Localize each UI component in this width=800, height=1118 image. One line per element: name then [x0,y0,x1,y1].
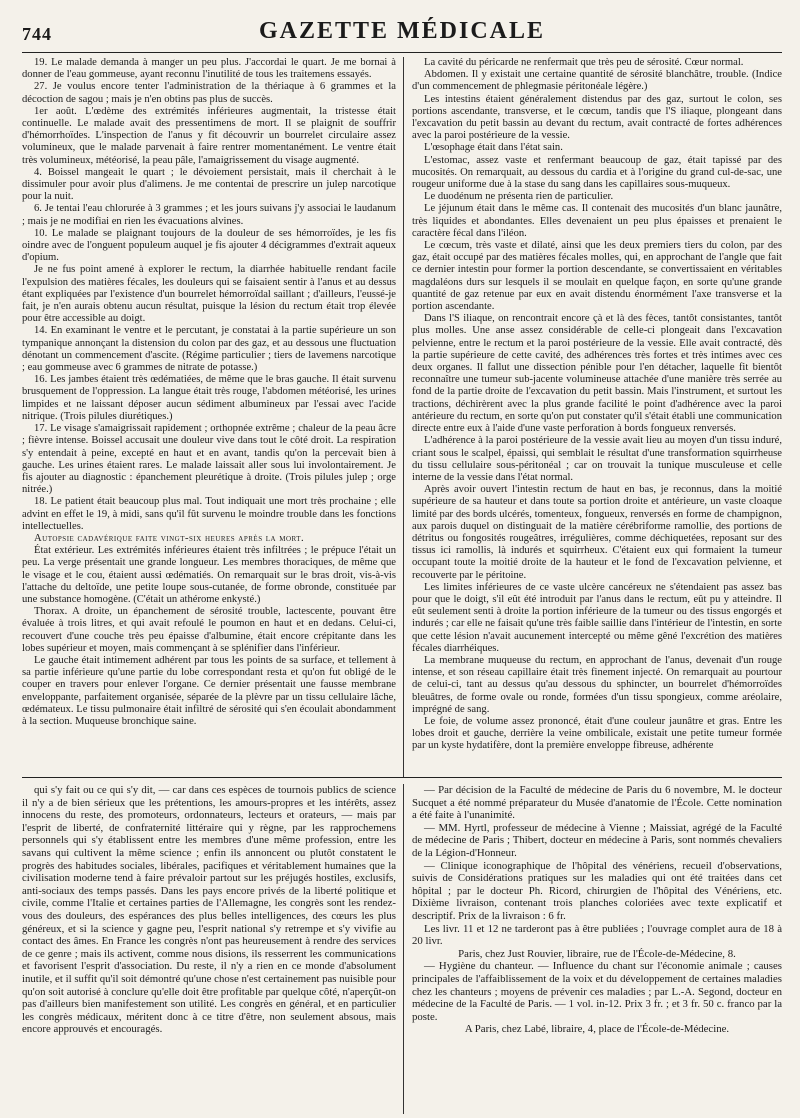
paragraph: La cavité du péricarde ne renfermait que très peu de sérosité. Cœur normal. [424,57,744,68]
journal-title: GAZETTE MÉDICALE [258,18,546,44]
paragraph: 17. Le visage s'amaigrissait rapidement ; orthopnée extrême ; chaleur de la peau âcre ; fièvre intense. Boissel accusait une douleur vive dans tout le côté droit. La respiration s'y entendait à peine, excepté en haut et en avant, tandis qu'on la percevait bien à gauche. Les urines étaient rares. Le malade laissait aller sous lui involontairement. Je fis ajouter au diagnostic : épanchement pleurétique à droite. (Trois pilules julep ; orge nitrée.) [22,423,396,496]
upper-section [22,57,782,778]
paragraph: État extérieur. Les extrémités inférieures étaient très infiltrées ; le prépuce l'était un peu. La verge présentait une grande longueur. Les membres thoraciques, de même que le visage et le cou, étaient aussi œdématiés. On remarquait sur le bras droit, vis-à-vis l'attache du deltoïde, une petite loupe sous-cutanée, de forme obronde, constituée par une substance homogène. (C'était un athérome enkysté.) [22,545,396,605]
paragraph: La membrane muqueuse du rectum, en approchant de l'anus, devenait d'un rouge intense, et son réseau capillaire était très finement injecté. On remarquait au pourtour de celui-ci, tant au dessus qu'au dessous du sphincter, un bourrelet d'hémorroïdes bleuâtres, de forme ovale ou ronde, formées d'un tissu spongieux, comme aréolaire, imprégné de sang. [412,654,782,715]
news-item: — Par décision de la Faculté de médecine de Paris du 6 novembre, M. le docteur Sucquet a été nommé préparateur du Musée d'anatomie de l'École. Cette nomination a été faite à l'unanimité. [412,784,782,822]
news-item: — MM. Hyrtl, professeur de médecine à Vienne ; Maissiat, agrégé de la Faculté de médecine de Paris ; Thibert, docteur en médecine à Paris, sont nommés chevaliers de la Légion-d'Honneur. [412,821,782,859]
paragraph: Le duodénum ne présenta rien de particulier. [424,191,614,203]
page-header [22,14,782,53]
paragraph: Le gauche était intimement adhérent par tous les points de sa surface, et tellement à sa partie inférieure qu'une partie du lobe correspondant resta et qu'on fut obligé de le couper en travers pour enlever l'organe. Ce dernier présentait une fausse membrane enveloppante, parfaitement organisée, séparée de la plèvre par un tissu cellulaire lâche, œdémateux. Le tissu pulmonaire était infiltré de sérosité qui s'en écoulait abondamment à la section. Muqueuse bronchique saine. [22,654,396,727]
lower-section [22,784,782,1114]
paragraph: Thorax. A droite, un épanchement de sérosité trouble, lactescente, pouvant être évaluée à trois litres, et qui avait refoulé le poumon en haut et en dedans. Celui-ci, recouvert d'une couche très peu épaisse d'albumine, était encore crépitante dans les lobes supérieur et moyen, mais commençant à se splénifier dans l'inférieur. [22,606,396,654]
news-column [412,784,782,1114]
paragraph: 16. Les jambes étaient très œdématiées, de même que le bras gauche. Il était survenu brusquement de l'oppression. La langue était très rouge, l'abdomen météorisé, les urines limpides et ne laissant déposer aucun sédiment albumineux par l'essai avec l'acide nitrique. (Trois pilules diurétiques.) [22,374,396,422]
paragraph: 6. Je tentai l'eau chlorurée à 3 grammes ; et les jours suivans j'y associai le laudanum ; mais je ne modifiai en rien les évacuations alvines. [22,203,396,227]
paragraph: 14. En examinant le ventre et le percutant, je constatai à la partie supérieure un son tympanique annonçant la distension du colon par des gaz, et au dessous une fluctuation dénotant un commencement d'ascite. (Régime particulier ; tiers de lavemens narcotique ; eau gommeuse avec 6 grammes de nitrate de potasse.) [22,325,396,374]
page-number: 744 [22,24,52,44]
feuilleton-column [22,784,396,1114]
paragraph: Le foie, de volume assez prononcé, était d'une couleur jaunâtre et gras. Entre les lobes droit et gauche, derrière la veine ombilicale, existait une petite tumeur formée par un kyste hydatifère, dont la première enveloppe fibreuse, adhérente [412,715,782,752]
column-divider [403,784,404,1114]
paragraph: Les intestins étaient généralement distendus par des gaz, surtout le colon, ses portions ascendante, transverse, et le cœcum, tandis que l'S iliaque, plongeant dans l'excavation du petit bassin au devant du rectum, avait contracté de fortes adhérences avec la paroi postérieure de la vessie. [412,93,782,142]
paragraph: Les limites inférieures de ce vaste ulcère cancéreux ne s'étendaient pas assez bas pour que le doigt, s'il eût été introduit par l'anus dans le rectum, eût pu y atteindre. Il eût seulement senti à droite la portion inférieure de la tumeur ou des tissus engorgés et indurés ; car elle ne faisait qu'une très faible saillie dans l'intérieur de l'intestin, en sorte que cette lésion n'avait aucunement intercepté ou même gêné l'excrétion des matières fécales diarrhéiques. [412,581,782,654]
publisher-line: Paris, chez Just Rouvier, libraire, rue de l'École-de-Médecine, 8. [458,947,736,960]
paragraph: Le cœcum, très vaste et dilaté, ainsi que les deux premiers tiers du colon, par des gaz, était occupé par des matières fécales molles, qui, en approchant de l'angle que fait ce dernier intestin pour former la portion descendante, se convertissaient en véritables magdaléons durs sur lesquels il se moulait en quelque façon, en sorte qu'une grande quantité de gaz retenue par eux en avait distendu énormément l'axe transverse et la portion ascendante. [412,240,782,313]
paragraph: qui s'y fait ou ce qui s'y dit, — car dans ces espèces de tournois publics de science il n'y a de bien sérieux que les prétentions, les amours-propres et les intérêts, assez innocens du reste, des promoteurs, ordonnateurs, lecteurs et orateurs, — mais par l'esprit de liberté, de confraternité littéraire qui y règne, par les rapprochemens personnels qui s'y établissent entre les membres d'une même profession, entre les savans qui cultivent la même science ; enfin ils annoncent ou plutôt constatent le progrès des habitudes sociales, libérales, pacifiques et véritablement humaines que la civilisation moderne tend à faire prévaloir partout sur les préjugés hostiles, exclusifs, anti-sociaux des temps passés. Dans les pays encore privés de la liberté politique et civile, comme l'Italie et certaines parties de l'Allemagne, les congrès sont les rendez-vous des douleurs, des espérances des plus belles intelligences, des cœurs les plus généreux, et si la science y gagne peu, l'esprit national s'y retrempe et s'y vivifie au contact des âmes. En France les congrès n'ont pas heureusement à rendre des services de ce genre ; mais ils activent, comme nous disions, ils resserrent les communications et favorisent l'esprit d'association. Du reste, il n'y a rien en ce monde d'absolument inutile, et il suffit qu'il soit démontré qu'une chose n'est certainement pas nuisible pour qu'on soit autorisé à conclure qu'elle doit être profitable par quelque côté, n'aperçût-on pas d'ailleurs bien manifestement son utilité. Les congrès en général, et en particulier les congrès médicaux, méritent donc à ce titre d'être, non seulement absous, mais encore approuvés et encouragés. [22,784,396,1036]
paragraph: L'œsophage était dans l'état sain. [424,142,563,154]
paragraph: Dans l'S iliaque, on rencontrait encore çà et là des fèces, tantôt consistantes, tantôt plus molles. Une anse assez considérable de celle-ci plongeait dans l'excavation pelvienne, entre le rectum et la paroi postérieure de la vessie. Elle avait contracté, dès la partie supérieure de cette cavité, des adhérences très fortes et très intimes avec ces deux organes. Il fallut une dissection pénible pour l'en détacher, laquelle fit bientôt reconnaître une tumeur sub-jacente volumineuse attachée d'une manière très serrée au fond de la partie droite de l'excavation du petit bassin. Mais l'instrument, et surtout les tractions, déchirèrent avec la plus grande facilité le point d'adhérence avec la paroi antérieure du rectum, en sorte qu'on put constater qu'il s'était établi une communication directe entre eux à l'aide d'une vaste perforation à bords fongueux renversés. [412,313,782,435]
paragraph: 19. Le malade demanda à manger un peu plus. J'accordai le quart. Je me bornai à donner de l'eau gommeuse, ayant reconnu l'inutilité de tous les traitemens essayés. [22,57,396,81]
news-item: — Clinique iconographique de l'hôpital des vénériens, recueil d'observations, suivis de Considérations pratiques sur les maladies qui ont été traitées dans cet hôpital ; par le docteur Ph. Ricord, chirurgien de l'hôpital des Vénériens, etc. Dixième livraison, contenant trois planches coloriées avec texte explicatif et descriptif. Prix de la livraison : 6 fr. [412,859,782,922]
paragraph: 4. Boissel mangeait le quart ; le dévoiement persistait, mais il cherchait à le dissimuler pour avoir plus d'alimens. Je me contentai de prescrire un julep narcotique pour la nuit. [22,166,396,203]
publisher-line: A Paris, chez Labé, libraire, 4, place de l'École-de-Médecine. [464,1023,730,1036]
paragraph: Le jéjunum était dans le même cas. Il contenait des mucosités d'un blanc jaunâtre, très liquides et abondantes. Elles devenaient un peu plus épaisses et prenaient le caractère fécal dans l'iléon. [412,203,782,239]
paragraph: Abdomen. Il y existait une certaine quantité de sérosité blanchâtre, trouble. (Indice d'un commencement de phlegmasie péritonéale légère.) [412,69,782,93]
news-item: Les livr. 11 et 12 ne tarderont pas à être publiées ; l'ouvrage complet aura de 18 à 20 livr. [412,922,782,948]
right-column [412,57,782,777]
news-item: — Hygiène du chanteur. — Influence du chant sur l'économie animale ; causes principales de l'affaiblissement de la voix et du développement de certaines maladies chez les chanteurs ; moyens de prévenir ces maladies ; par L.-A. Segond, docteur en médecine de la Faculté de Paris. — 1 vol. in-12. Prix 3 fr. ; et 3 fr. 50 c. franco par la poste. [412,960,782,1023]
paragraph: Après avoir ouvert l'intestin rectum de haut en bas, je reconnus, dans la moitié supérieure de sa hauteur et dans toute sa portion droite et antérieure, un vaste cloaque limité par des bords ulcérés, tomenteux, fongueux, renversés en forme de champignon, aux parois duquel on distinguait de la matière cérébriforme ramollie, des portions de détritus ou fongosités rougeâtres, irrégulières, comme déchiquetées, reposant sur des tissus ici ramollis, là indurés et squirrheux. C'étaient eux qui formaient la tumeur occupant toute la moitié droite de la hauteur et le fond de l'excavation pelvienne, et recouverte par le péritoine. [412,484,782,581]
paragraph: L'estomac, assez vaste et renfermant beaucoup de gaz, était tapissé par des mucosités. On remarquait, au dessous du cardia et à l'origine du grand cul-de-sac, une rougeur uniforme due à la stase du sang dans les capillaires sous-muqueux. [412,154,782,191]
paragraph: 27. Je voulus encore tenter l'administration de la thériaque à 6 grammes et la décoction de sagou ; mais je n'en obtins pas plus de succès. [22,81,396,105]
paragraph: 18. Le patient était beaucoup plus mal. Tout indiquait une mort très prochaine ; elle advint en effet le 19, à midi, sans qu'il fût survenu le moindre trouble dans les fonctions intellectuelles. [22,496,396,532]
paragraph: 1er août. L'œdème des extrémités inférieures augmentait, la tristesse était continuelle. Le malade avait des pressentimens de mort. Il se plaignit de souffrir d'hémorrhoïdes. L'inspection de l'anus y fit découvrir un bourrelet circulaire assez volumineux, que le malade parvenait à faire rentrer momentanément. Le ventre était très volumineux, météorisé, la peau pâle, l'amaigrissement du visage augmenté. [22,105,396,166]
paragraph: L'adhérence à la paroi postérieure de la vessie avait lieu au moyen d'un tissu induré, criant sous le scalpel, épaissi, qui semblait le résultat d'une transformation squirrheuse du tissu cellulaire sous-péritonéal ; car on trouvait la tunique musculeuse et celle interne de la vessie dans l'état normal. [412,435,782,483]
paragraph: 10. Le malade se plaignant toujours de la douleur de ses hémorroïdes, je les fis oindre avec de l'onguent populeum auquel je fis ajouter 4 décigrammes d'extrait aqueux d'opium. [22,227,396,264]
autopsy-heading: Autopsie cadavérique faite vingt-six heures après la mort. [34,532,305,544]
left-column [22,57,396,777]
paragraph: Je ne fus point amené à explorer le rectum, la diarrhée habituelle rendant facile l'expulsion des matières fécales, les douleurs qui se faisaient sentir à l'anus et au dessus étant expliquées par l'existence d'un bourrelet hémorroïdal saillant ; d'ailleurs, l'eussé-je fait, je n'en aurais obtenu aucun résultat, puisque la lésion du rectum était trop élevée pour être accessible au doigt. [22,264,396,325]
column-divider [403,57,404,777]
